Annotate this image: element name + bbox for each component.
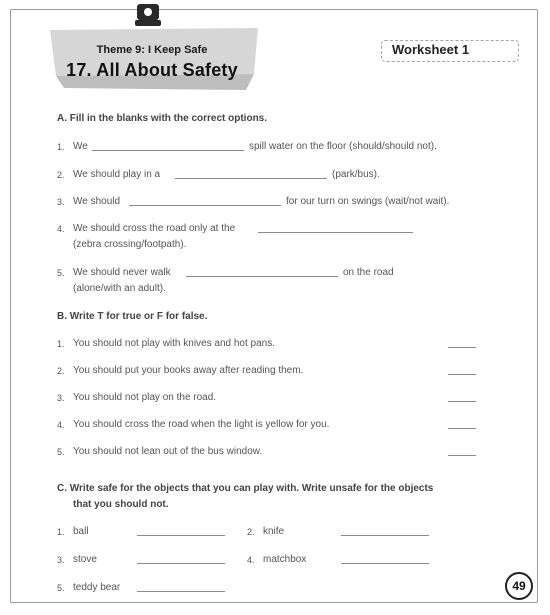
page-number-badge: 49 <box>505 572 533 600</box>
b3-answer-blank[interactable] <box>448 401 476 402</box>
a2-text-after: (park/bus). <box>332 169 380 180</box>
b4-text: You should cross the road when the light is yellow for you. <box>73 419 330 430</box>
a5-options: (alone/with an adult). <box>73 283 166 294</box>
c3-text: stove <box>73 554 97 565</box>
a5-text-before: We should never walk <box>73 267 171 278</box>
b1-answer-blank[interactable] <box>448 347 476 348</box>
b3-text: You should not play on the road. <box>73 392 217 403</box>
section-c-heading-cont: that you should not. <box>73 499 169 510</box>
b1-number: 1. <box>57 339 65 349</box>
a5-blank[interactable] <box>186 276 338 277</box>
binder-clip-icon <box>134 0 162 30</box>
c5-text: teddy bear <box>73 582 121 593</box>
c1-answer-blank[interactable] <box>137 535 225 536</box>
a3-text-before: We should <box>73 196 121 207</box>
b4-answer-blank[interactable] <box>448 428 476 429</box>
b2-text: You should put your books away after reading them. <box>73 365 304 376</box>
c1-number: 1. <box>57 527 65 537</box>
c5-answer-blank[interactable] <box>137 591 225 592</box>
a1-blank[interactable] <box>92 150 244 151</box>
section-a-heading: A. Fill in the blanks with the correct options. <box>57 113 268 124</box>
a2-text-before: We should play in a <box>73 169 161 180</box>
a3-blank[interactable] <box>129 205 281 206</box>
c3-answer-blank[interactable] <box>137 563 225 564</box>
a1-text-before: We <box>73 141 88 152</box>
theme-label: Theme 9: I Keep Safe <box>96 44 208 56</box>
worksheet-label: Worksheet 1 <box>392 42 470 57</box>
page-title: 17. All About Safety <box>66 60 238 80</box>
c3-number: 3. <box>57 555 65 565</box>
a2-number: 2. <box>57 170 65 180</box>
b4-number: 4. <box>57 420 65 430</box>
c2-answer-blank[interactable] <box>341 535 429 536</box>
section-c-heading: C. Write safe for the objects that you can play with. Write unsafe for the objects <box>57 483 434 494</box>
c4-text: matchbox <box>263 554 307 565</box>
a5-number: 5. <box>57 268 65 278</box>
b2-answer-blank[interactable] <box>448 374 476 375</box>
a4-number: 4. <box>57 224 65 234</box>
c2-text: knife <box>263 526 285 537</box>
page-frame <box>10 9 538 603</box>
c4-number: 4. <box>247 555 255 565</box>
b2-number: 2. <box>57 366 65 376</box>
c2-number: 2. <box>247 527 255 537</box>
c5-number: 5. <box>57 583 65 593</box>
a4-text-before: We should cross the road only at the <box>73 223 236 234</box>
b5-answer-blank[interactable] <box>448 455 476 456</box>
a4-options: (zebra crossing/footpath). <box>73 239 187 250</box>
a3-number: 3. <box>57 197 65 207</box>
a4-blank[interactable] <box>258 232 413 233</box>
a2-blank[interactable] <box>175 178 327 179</box>
b5-number: 5. <box>57 447 65 457</box>
a1-number: 1. <box>57 142 65 152</box>
a3-text-after: for our turn on swings (wait/not wait). <box>286 196 450 207</box>
b1-text: You should not play with knives and hot pans. <box>73 338 275 349</box>
c1-text: ball <box>73 526 89 537</box>
a5-text-after: on the road <box>343 267 394 278</box>
section-b-heading: B. Write T for true or F for false. <box>57 311 208 322</box>
b5-text: You should not lean out of the bus window. <box>73 446 263 457</box>
b3-number: 3. <box>57 393 65 403</box>
c4-answer-blank[interactable] <box>341 563 429 564</box>
a1-text-after: spill water on the floor (should/should not). <box>249 141 437 152</box>
